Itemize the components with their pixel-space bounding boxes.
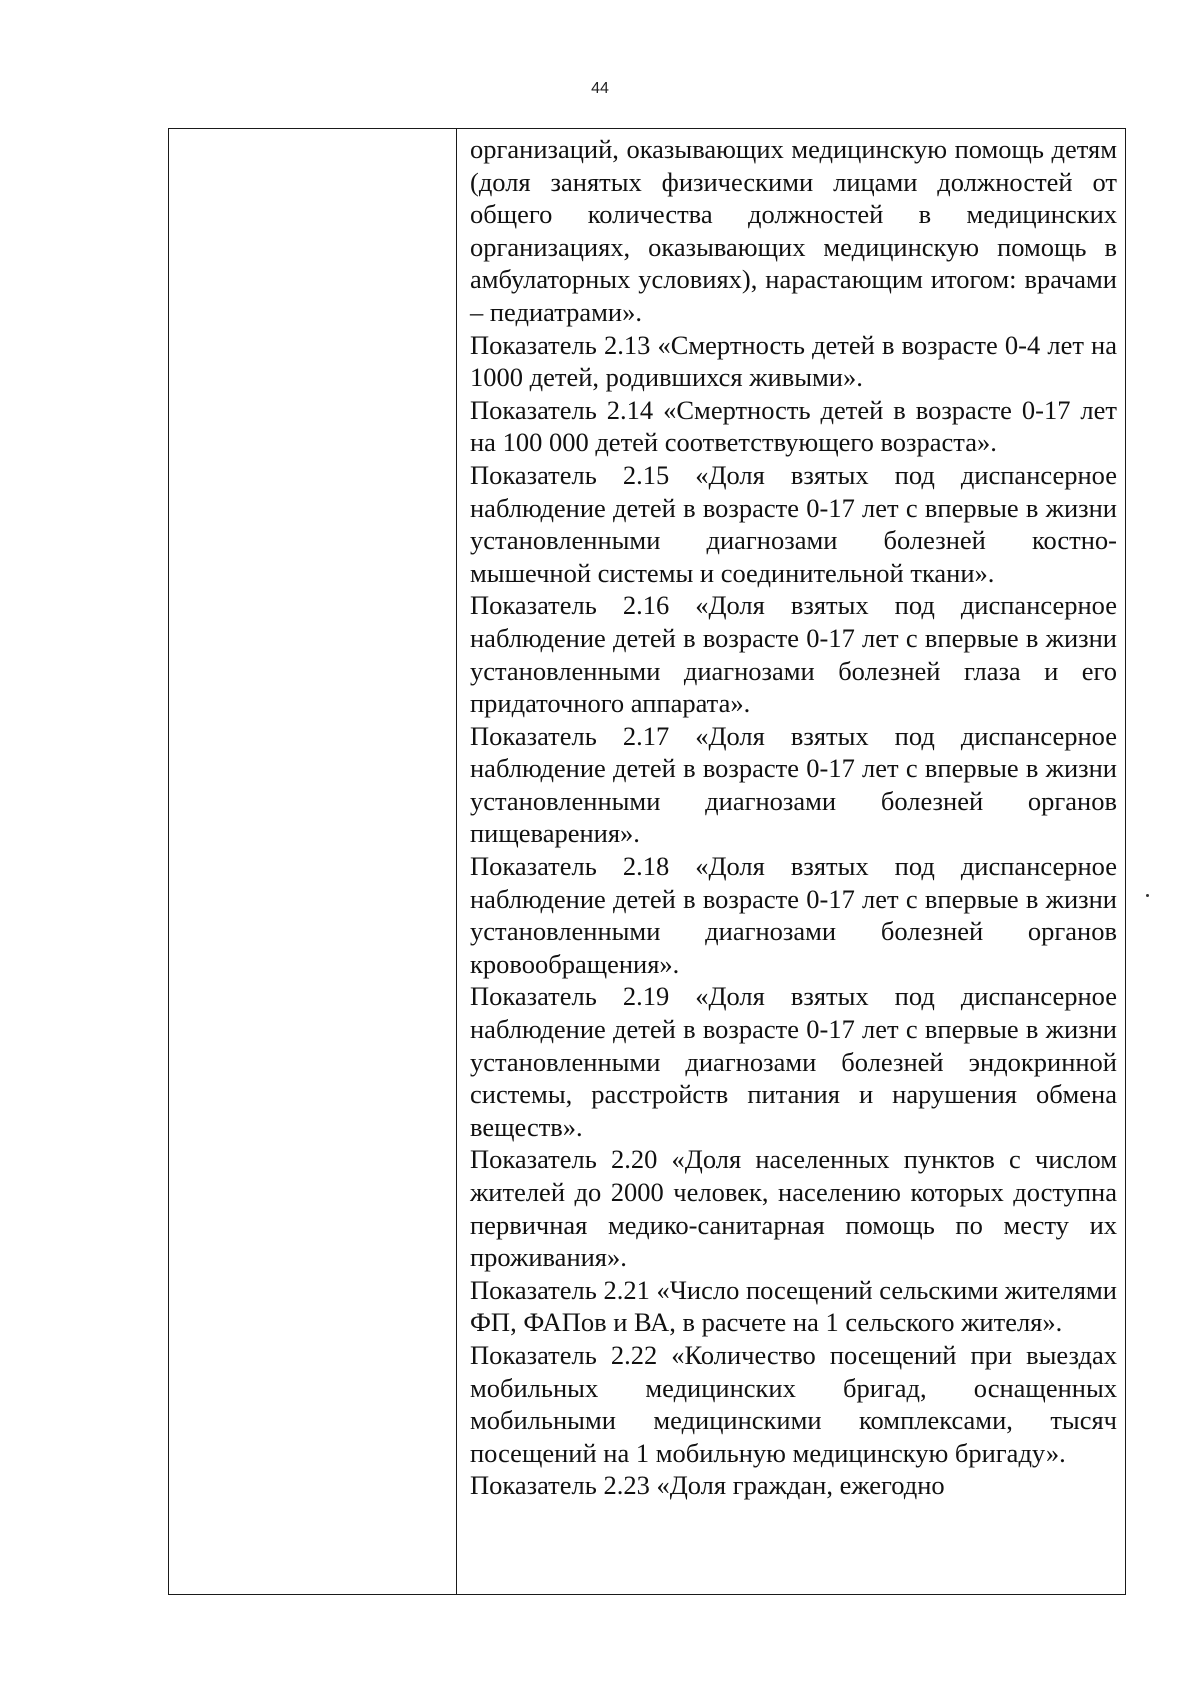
- paragraph-continuation: организаций, оказывающих медицинскую помощь детям (доля занятых физическими лицами должностей от общего количества должностей в медицинских организациях, оказывающих медицинскую помощь в амбулаторных условиях), нарастающим итогом: врачами – педиатрами».: [470, 134, 1117, 327]
- paragraph-indicator-2-21: Показатель 2.21 «Число посещений сельскими жителями ФП, ФАПов и ВА, в расчете на 1 сельского жителя».: [470, 1274, 1117, 1338]
- paragraph-indicator-2-23: Показатель 2.23 «Доля граждан, ежегодно: [470, 1470, 945, 1501]
- paragraph-indicator-2-22: Показатель 2.22 «Количество посещений при выездах мобильных медицинских бригад, оснащенных мобильными медицинскими комплексами, тысяч посещений на 1 мобильную медицинскую бригаду».: [470, 1339, 1117, 1468]
- paragraph-indicator-2-16: Показатель 2.16 «Доля взятых под диспансерное наблюдение детей в возрасте 0-17 лет с впервые в жизни установленными диагнозами болезней глаза и его придаточного аппарата».: [470, 590, 1117, 719]
- scan-speck: [1146, 894, 1149, 897]
- page-number: 44: [591, 80, 609, 97]
- table-left-cell-empty: [169, 129, 457, 1594]
- paragraph-indicator-2-19: Показатель 2.19 «Доля взятых под диспансерное наблюдение детей в возрасте 0-17 лет с впервые в жизни установленными диагнозами болезней эндокринной системы, расстройств питания и нарушения обмена веществ».: [470, 981, 1117, 1142]
- table-right-cell: [457, 129, 1125, 1594]
- paragraph-indicator-2-13: Показатель 2.13 «Смертность детей в возрасте 0-4 лет на 1000 детей, родившихся живыми».: [470, 329, 1117, 393]
- document-table: [168, 128, 1126, 1595]
- paragraph-indicator-2-15: Показатель 2.15 «Доля взятых под диспансерное наблюдение детей в возрасте 0-17 лет с впервые в жизни установленными диагнозами болезней костно-мышечной системы и соединительной ткани».: [470, 459, 1117, 588]
- paragraph-indicator-2-14: Показатель 2.14 «Смертность детей в возрасте 0-17 лет на 100 000 детей соответствующего возраста».: [470, 394, 1117, 458]
- paragraph-indicator-2-18: Показатель 2.18 «Доля взятых под диспансерное наблюдение детей в возрасте 0-17 лет с впервые в жизни установленными диагнозами болезней органов кровообращения».: [470, 851, 1117, 979]
- paragraph-indicator-2-20: Показатель 2.20 «Доля населенных пунктов с числом жителей до 2000 человек, населению которых доступна первичная медико-санитарная помощь по месту их проживания».: [470, 1144, 1117, 1273]
- paragraph-indicator-2-17: Показатель 2.17 «Доля взятых под диспансерное наблюдение детей в возрасте 0-17 лет с впервые в жизни установленными диагнозами болезней органов пищеварения».: [470, 720, 1117, 849]
